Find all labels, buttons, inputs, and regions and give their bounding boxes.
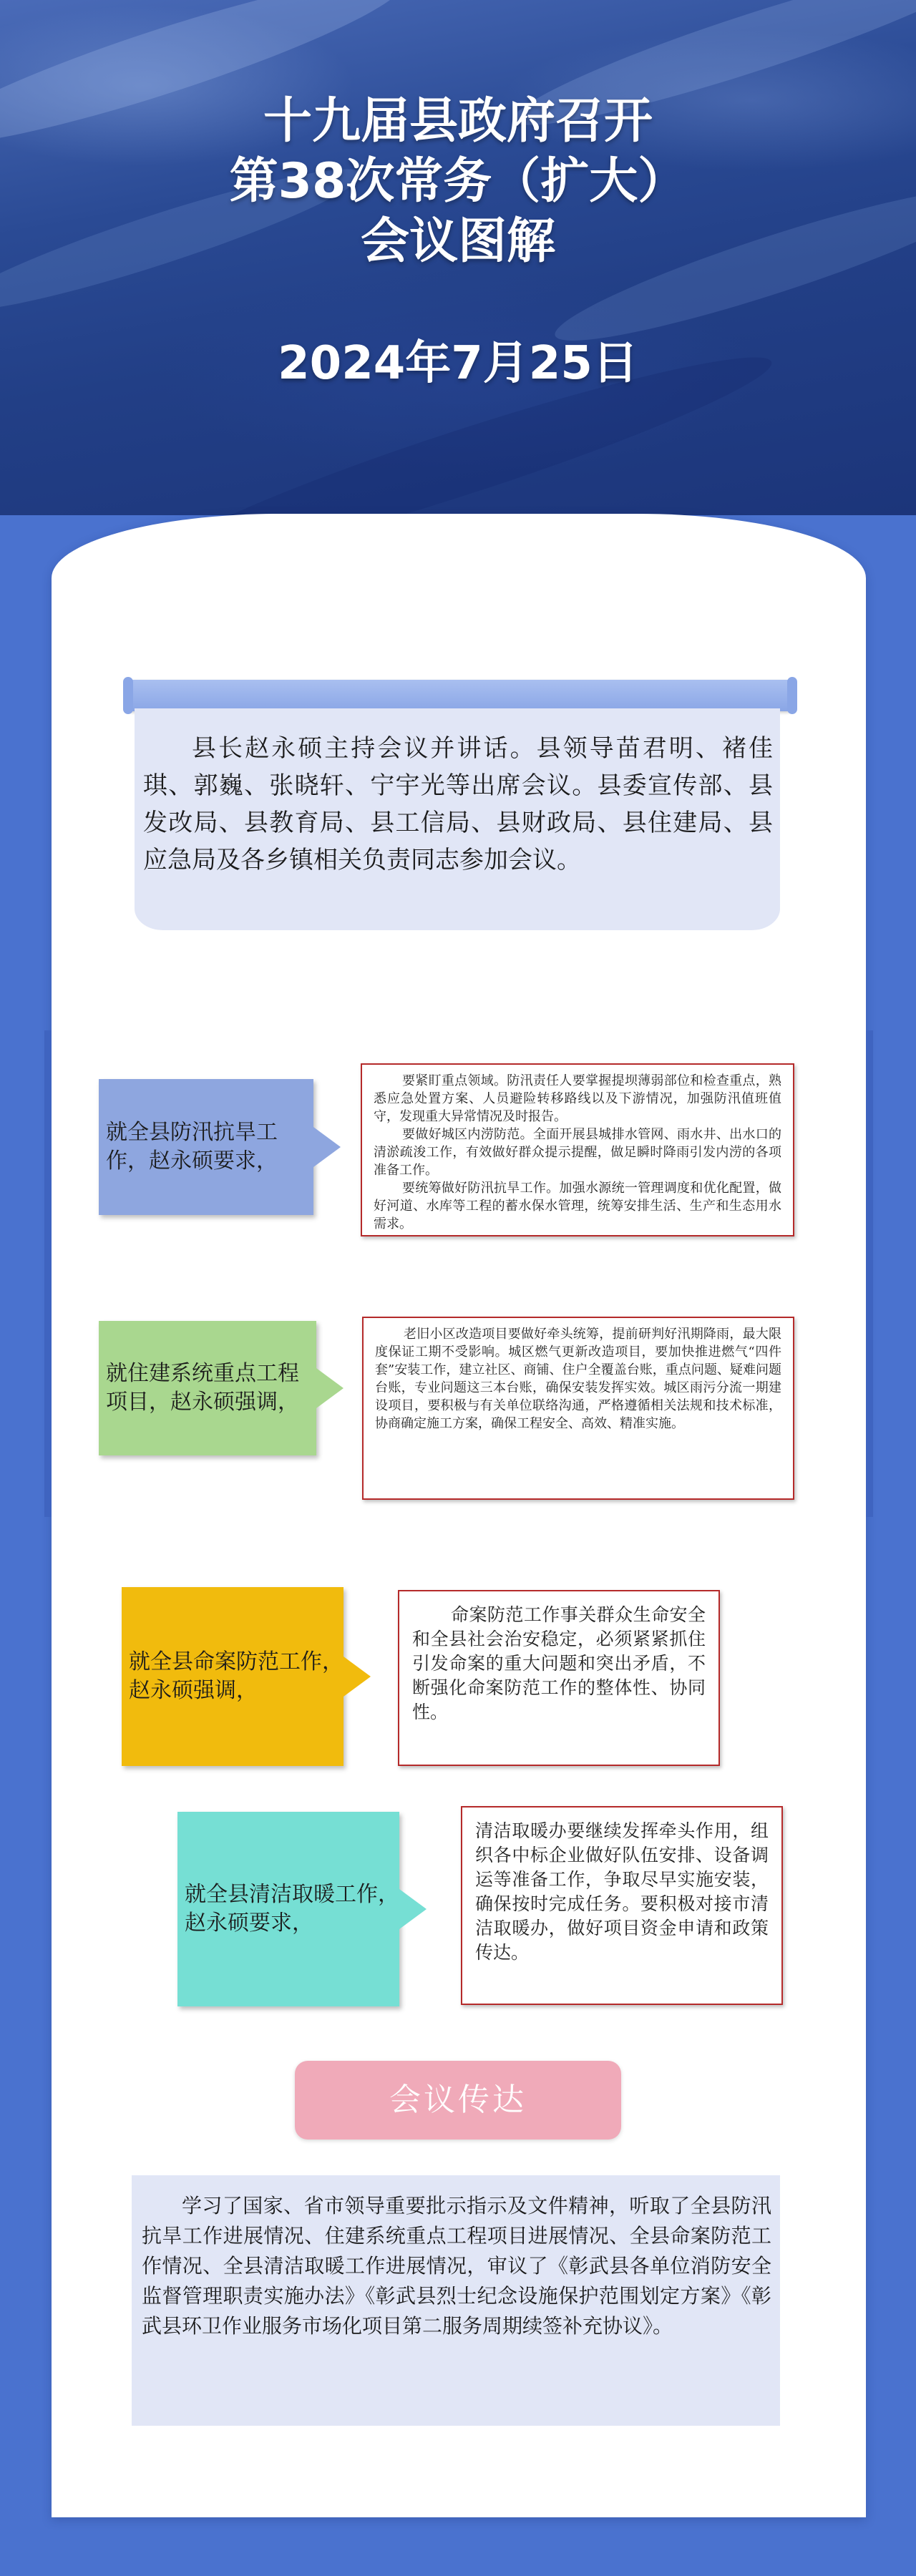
callout-arrow: [316, 1368, 344, 1408]
topic-flood-label-box: [99, 1079, 313, 1215]
page-title-line: 十九届县政府召开: [263, 93, 653, 150]
hero-banner: [0, 0, 916, 515]
topic-label: 就全县清洁取暖工作，赵永硕要求，: [185, 1882, 399, 1936]
topic-heating-label-box: [177, 1812, 399, 2006]
detail-paragraph: 老旧小区改造项目要做好牵头统筹，提前研判好汛期降雨，最大限度保证工期不受影响。城区燃气更新改造项目，要加快推进燃气“四件套”安装工作，建立社区、商铺、住户全覆盖台账，重点问题、疑难问题台账，专业问题这三本台账，确保安装发挥实效。城区雨污分流一期建设项目，要积极与有关单位联络沟通，严格遵循相关法规和技术标准，协商确定施工方案，确保工程安全、高效、精准实施。: [375, 1327, 781, 1431]
meeting-date: 2024年7月25日: [278, 337, 638, 390]
page-title-line: 会议图解: [360, 213, 555, 270]
callout-arrow: [344, 1657, 371, 1697]
topic-construction-label-box: [99, 1321, 316, 1455]
left-edge-tab: [44, 1030, 52, 1517]
convey-text: 学习了国家、省市领导重要批示指示及文件精神，听取了全县防汛抗旱工作进展情况、住建系统重点工程项目进展情况、全县命案防范工作情况、全县清洁取暖工作进展情况，审议了《彰武县各单位消防安全监督管理职责实施办法》《彰武县烈士纪念设施保护范围划定方案》《彰武县环卫作业服务市场化项目第二服务周期续签补充协议》。: [142, 2194, 771, 2338]
topic-prevention-detail: [398, 1590, 720, 1766]
detail-paragraph: 清洁取暖办要继续发挥牵头作用，组织各中标企业做好队伍安排、设备调运等准备工作，争取尽早实施安装，确保按时完成任务。要积极对接市清洁取暖办，做好项目资金申请和政策传达。: [475, 1820, 769, 1963]
callout-arrow: [399, 1889, 427, 1929]
topic-label: 就全县防汛抗旱工作，赵永硕要求，: [106, 1120, 278, 1174]
right-edge-tab: [866, 1030, 873, 1517]
detail-paragraph: 要统筹做好防汛抗旱工作。加强水源统一管理调度和优化配置，做好河道、水库等工程的蓄水保水管理，统筹安排生活、生产和生态用水需求。: [374, 1181, 781, 1231]
topic-prevention-label-box: [122, 1587, 344, 1766]
detail-paragraph: 要紧盯重点领域。防汛责任人要掌握提坝薄弱部位和检查重点，熟悉应急处置方案、人员避险转移路线以及下游情况，加强防汛值班值守，发现重大异常情况及时报告。: [374, 1073, 781, 1124]
topic-construction-detail: [362, 1317, 794, 1500]
detail-paragraph: 要做好城区内涝防范。全面开展县城排水管网、雨水井、出水口的清淤疏浚工作，有效做好群众提示提醒，做足瞬时降雨引发内涝的各项准备工作。: [374, 1127, 781, 1178]
section-heading-convey: 会议传达: [295, 2061, 621, 2140]
topic-label: 就住建系统重点工程项目，赵永硕强调，: [106, 1361, 299, 1415]
topic-heating-detail: [461, 1806, 783, 2005]
intro-text: 县长赵永硕主持会议并讲话。县领导苗君明、褚佳琪、郭巍、张晓轩、宁宇光等出席会议。县委宣传部、县发改局、县教育局、县工信局、县财政局、县住建局、县应急局及各乡镇相关负责同志参加会议。: [143, 734, 773, 874]
topic-flood-detail: [361, 1063, 794, 1236]
page-title-line: 第38次常务（扩大）: [229, 153, 687, 210]
topic-label: 就全县命案防范工作，赵永硕强调，: [129, 1649, 344, 1703]
intro-scroll-roll: [127, 680, 793, 711]
page-title: [0, 92, 916, 272]
detail-paragraph: 命案防范工作事关群众生命安全和全县社会治安稳定，必须紧紧抓住引发命案的重大问题和突出矛盾，不断强化命案防范工作的整体性、协同性。: [412, 1604, 706, 1722]
callout-arrow: [313, 1127, 341, 1167]
